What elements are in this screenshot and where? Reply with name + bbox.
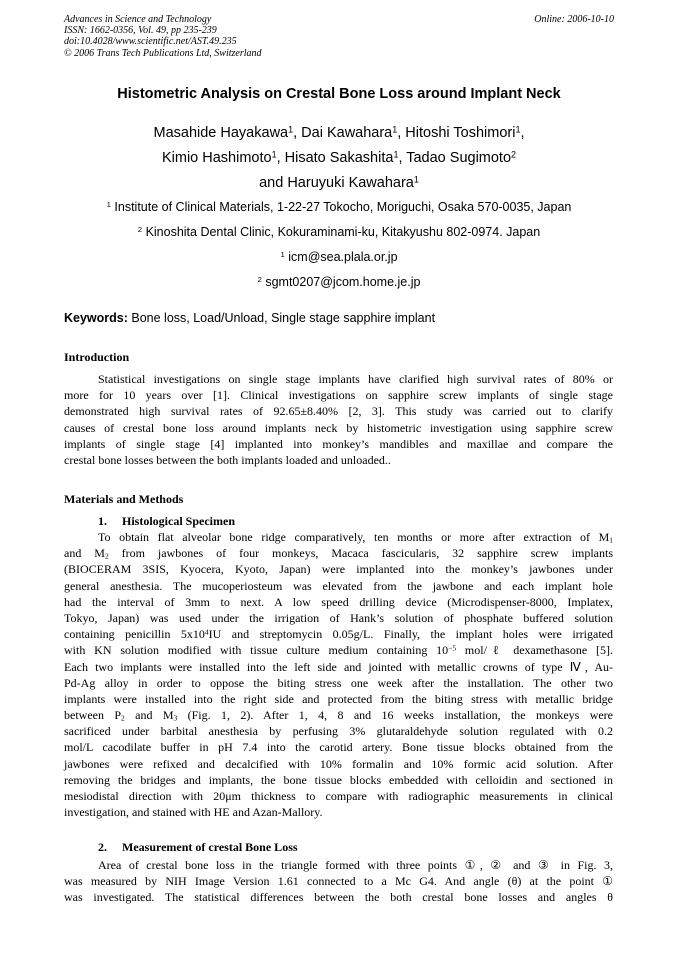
introduction-paragraph	[64, 371, 613, 468]
paper-title: Histometric Analysis on Crestal Bone Loss around Implant Neck	[117, 86, 561, 102]
author-list	[0, 121, 678, 196]
text-line: jawbones were refixed and decalcified with 10% formalin and 10% formic acid solution. After	[64, 756, 613, 771]
text-line: Each two implants were installed into the left side and jointed with metallic crowns of type Ⅳ, Au-	[64, 659, 613, 674]
methods-heading: Materials and Methods	[64, 492, 184, 506]
online-date: Online: 2006-10-10	[534, 14, 614, 25]
text-line: was investigated. The statistical differences between the both crestal bone losses and angles θ	[64, 890, 613, 905]
methods-paragraph	[64, 529, 613, 820]
text-line: and $M_2$ from jawbones of four monkeys, Macaca fascicularis, 32 sapphire screw implants	[64, 546, 614, 561]
text-line: sacrificed under barbital anesthesia by perfusing 3% glutaraldehyde solution regulated with 0.2	[64, 724, 613, 739]
text-line: Tokyo, Japan) was used under the irrigation of Hank’s solution of phosphate buffered solution	[64, 610, 613, 625]
author-line-2: Kimio Hashimoto$^1$, Hisato Sakashita$^1$, Tadao Sugimoto$^2$	[161, 149, 517, 166]
author-line-1: Masahide Hayakawa$^1$, Dai Kawahara$^1$, Hitoshi Toshimori$^1$,	[153, 124, 525, 141]
text-line: had the interval of 3mm to next. A low speed drilling device (Microdispenser-8000, Implatex,	[64, 594, 613, 609]
text-line: investigation, and stained with HE and Azan-Mallory.	[64, 805, 323, 820]
affiliation-2: $^2$ Kinoshita Dental Clinic, Kokuraminami-ku, Kitakyushu 802-0974. Japan	[137, 225, 541, 239]
journal-name: Advances in Science and Technology	[64, 14, 212, 25]
subsection-1-heading: 1. Histological Specimen	[98, 514, 235, 528]
text-line: between $P_2$ and $M_3$ (Fig. 1, 2). After 1, 4, 8 and 16 weeks installation, the monkeys were	[64, 708, 614, 723]
text-line: (BIOCERAM 3SIS, Kyocera, Kyoto, Japan) were implanted into the monkey’s jawbones under	[64, 562, 613, 577]
measurement-paragraph	[64, 857, 613, 906]
text-line: To obtain flat alveolar bone ridge comparatively, ten months or more after extraction of $M_1$	[98, 530, 613, 545]
email-2: $^2$ sgmt0207@jcom.home.je.jp	[257, 275, 421, 289]
text-line: mol/L cacodilate buffer in pH 7.4 into the carotid artery. Bone tissue blocks obtained from the	[64, 740, 613, 755]
text-line: Pd-Ag alloy in order to oppose the biting stress one week after the installation. The other two	[64, 675, 613, 690]
text-line: Statistical investigations on single stage implants have clarified high survival rates of 80% or	[98, 372, 613, 386]
email-1: $^1$ icm@sea.plala.or.jp	[280, 250, 398, 264]
subsection-2-heading: 2. Measurement of crestal Bone Loss	[98, 840, 298, 854]
text-line: Area of crestal bone loss in the triangle formed with three points ①, ② and ③ in Fig. 3,	[98, 858, 613, 872]
author-line-3: and Haruyuki Kawahara$^1$	[259, 174, 419, 191]
issn: ISSN: 1662-0356, Vol. 49, pp 235-239	[64, 25, 217, 37]
text-line: removing the bridges and implants, the bone tissue blocks embedded with celloidin and sectioned in	[64, 772, 613, 787]
text-line: crestal bone losses between the both implants loaded and unloaded..	[64, 452, 391, 467]
text-line: mesiodistal direction with 20μm thickness to compare with radiographic measurements in clinical	[64, 789, 613, 803]
text-line: more for 10 years over [1]. Clinical investigations on sapphire screw implants of single stage	[64, 388, 613, 403]
keywords-label: Keywords:	[64, 311, 128, 325]
text-line: general anesthesia. The mucoperiosteum was elevated from the jawbone and each implant hole	[64, 578, 613, 593]
keywords-text: Bone loss, Load/Unload, Single stage sapphire implant	[131, 311, 436, 325]
journal-header	[64, 14, 262, 59]
text-line: was measured by NIH Image Version 1.61 connected to a Mc G4. And angle (θ) at the point ①	[64, 874, 613, 889]
keywords	[64, 311, 435, 325]
copyright: © 2006 Trans Tech Publications Ltd, Switzerland	[64, 47, 262, 59]
text-line: containing penicillin $5x10^4IU$ and streptomycin 0.05g/L. Finally, the implant holes were irrigated	[64, 627, 613, 642]
introduction-heading: Introduction	[64, 350, 130, 364]
text-line: causes of crestal bone loss around implants neck by histometric investigation using sapphire screw	[64, 420, 613, 435]
text-line: demonstrated high survival rates of 92.65±8.40% [2, 3]. This study was carried out to clarify	[64, 404, 613, 419]
text-line: with KN solution modified with tissue culture medium containing $10^{-5}$ mol/ℓ dexamethasone [5].	[64, 643, 613, 658]
affiliation-1: $^1$ Institute of Clinical Materials, 1-22-27 Tokocho, Moriguchi, Osaka 570-0035, Japan	[106, 200, 572, 214]
text-line: implants were installed into the right side and protected from the biting stress with metallic bridge	[64, 691, 613, 706]
text-line: implants of single stage [4] implanted into monkey’s mandibles and maxillae and compare the	[64, 436, 613, 451]
doi: doi:10.4028/www.scientific.net/AST.49.235	[64, 36, 237, 48]
